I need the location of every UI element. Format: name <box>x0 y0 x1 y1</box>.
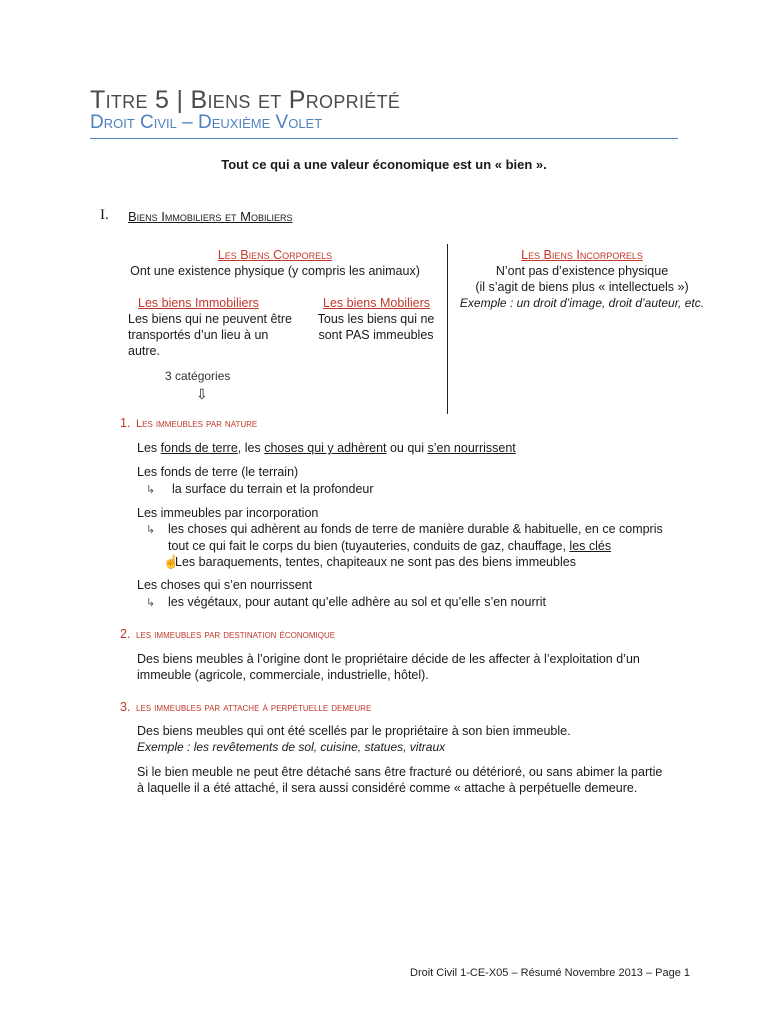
cat2-line-2: immeuble (agricole, commerciale, industrielle, hôtel). <box>137 668 429 682</box>
mobiliers-heading: Les biens Mobiliers <box>323 296 430 310</box>
cat1-intro-text-2: , les <box>237 441 265 455</box>
incorporels-example: Exemple : un droit d’image, droit d’auteur, etc. <box>459 296 705 310</box>
immobiliers-heading: Les biens Immobiliers <box>138 296 259 310</box>
fonds-item-text: la surface du terrain et la profondeur <box>172 482 374 496</box>
cat1-heading: Les immeubles par nature <box>136 418 258 430</box>
pointing-hand-icon: ☝ <box>163 554 180 569</box>
section-number: I. <box>100 207 109 223</box>
cat1-intro-fonds: fonds de terre <box>160 441 238 455</box>
lead-statement: Tout ce qui a une valeur économique est un « bien ». <box>221 157 547 172</box>
arrow-right-icon: ↳ <box>146 524 156 536</box>
nourrissent-item-text: les végétaux, pour autant qu’elle adhère au sol et qu’elle s’en nourrit <box>168 595 547 609</box>
page-footer: Droit Civil 1-CE-X05 – Résumé Novembre 2013 – Page 1 <box>410 967 691 979</box>
nourrissent-heading: Les choses qui s’en nourrissent <box>137 578 313 592</box>
incorporels-line-2: (il s’agit de biens plus « intellectuels ») <box>475 280 689 294</box>
page-subtitle: Droit Civil – Deuxième Volet <box>90 112 323 133</box>
cat1-intro-text-1: Les <box>137 441 161 455</box>
cat3-line-1: Des biens meubles qui ont été scellés par le propriétaire à son bien immeuble. <box>137 724 571 738</box>
section-title: Biens Immobiliers et Mobiliers <box>128 209 293 224</box>
arrow-right-icon: ↳ <box>146 597 156 609</box>
incorporation-item-line-2 <box>168 538 611 555</box>
incorporels-line-1: N’ont pas d’existence physique <box>495 264 669 278</box>
corporels-heading: Les Biens Corporels <box>217 248 333 262</box>
fonds-heading: Les fonds de terre (le terrain) <box>137 465 299 479</box>
cat1-intro-choses: choses qui y adhèrent <box>264 441 387 455</box>
cat2-number: 2. <box>120 627 131 641</box>
incorporels-heading: Les Biens Incorporels <box>521 248 643 262</box>
corporels-description: Ont une existence physique (y compris les animaux) <box>130 264 420 278</box>
cat2-line-1: Des biens meubles à l’origine dont le propriétaire décide de les affecter à l’exploitation d’un <box>137 652 640 666</box>
column-divider <box>447 244 448 414</box>
cat3-line-2: Si le bien meuble ne peut être détaché sans être fracturé ou détérioré, ou sans abimer la partie <box>137 765 663 779</box>
page-title: Titre 5 | Biens et Propriété <box>90 86 401 114</box>
cat3-number: 3. <box>120 700 131 714</box>
incorporation-heading: Les immeubles par incorporation <box>137 506 319 520</box>
cat1-intro-nourrissent: s’en nourrissent <box>427 441 516 455</box>
immobiliers-line-2: transportés d’un lieu à un <box>128 328 269 342</box>
mobiliers-line-2: sont PAS immeubles <box>318 328 434 342</box>
cat3-example: Exemple : les revêtements de sol, cuisine, statues, vitraux <box>137 740 446 754</box>
fonds-item <box>146 481 374 499</box>
down-arrow-icon: ⇩ <box>196 386 208 402</box>
cat3-heading: les immeubles par attache à perpétuelle demeure <box>136 702 372 714</box>
title-divider <box>90 138 678 139</box>
cat1-number: 1. <box>120 416 131 430</box>
cat2-heading: les immeubles par destination économique <box>136 629 336 641</box>
mobiliers-line-1: Tous les biens qui ne <box>317 312 435 326</box>
incorporation-note <box>163 554 576 571</box>
incorporation-item-line-1: les choses qui adhèrent au fonds de terre de manière durable & habituelle, en ce compris <box>168 522 663 536</box>
immobiliers-line-1: Les biens qui ne peuvent être <box>128 312 293 326</box>
cat1-intro <box>137 440 516 457</box>
nourrissent-item <box>146 594 546 612</box>
incorporation-note-text: Les baraquements, tentes, chapiteaux ne sont pas des biens immeubles <box>175 555 576 569</box>
incorporation-item-cles: les clés <box>569 539 612 553</box>
incorporation-item-line-2-text: tout ce qui fait le corps du bien (tuyauteries, conduits de gaz, chauffage, <box>168 539 570 553</box>
categories-label: 3 catégories <box>165 369 231 383</box>
immobiliers-line-3: autre. <box>128 344 160 358</box>
cat1-intro-text-3: ou qui <box>386 441 428 455</box>
arrow-right-icon: ↳ <box>146 484 156 496</box>
incorporation-item <box>146 521 663 539</box>
cat3-line-3: à laquelle il a été attaché, il sera aussi considéré comme « attache à perpétuelle demeure. <box>137 781 638 795</box>
